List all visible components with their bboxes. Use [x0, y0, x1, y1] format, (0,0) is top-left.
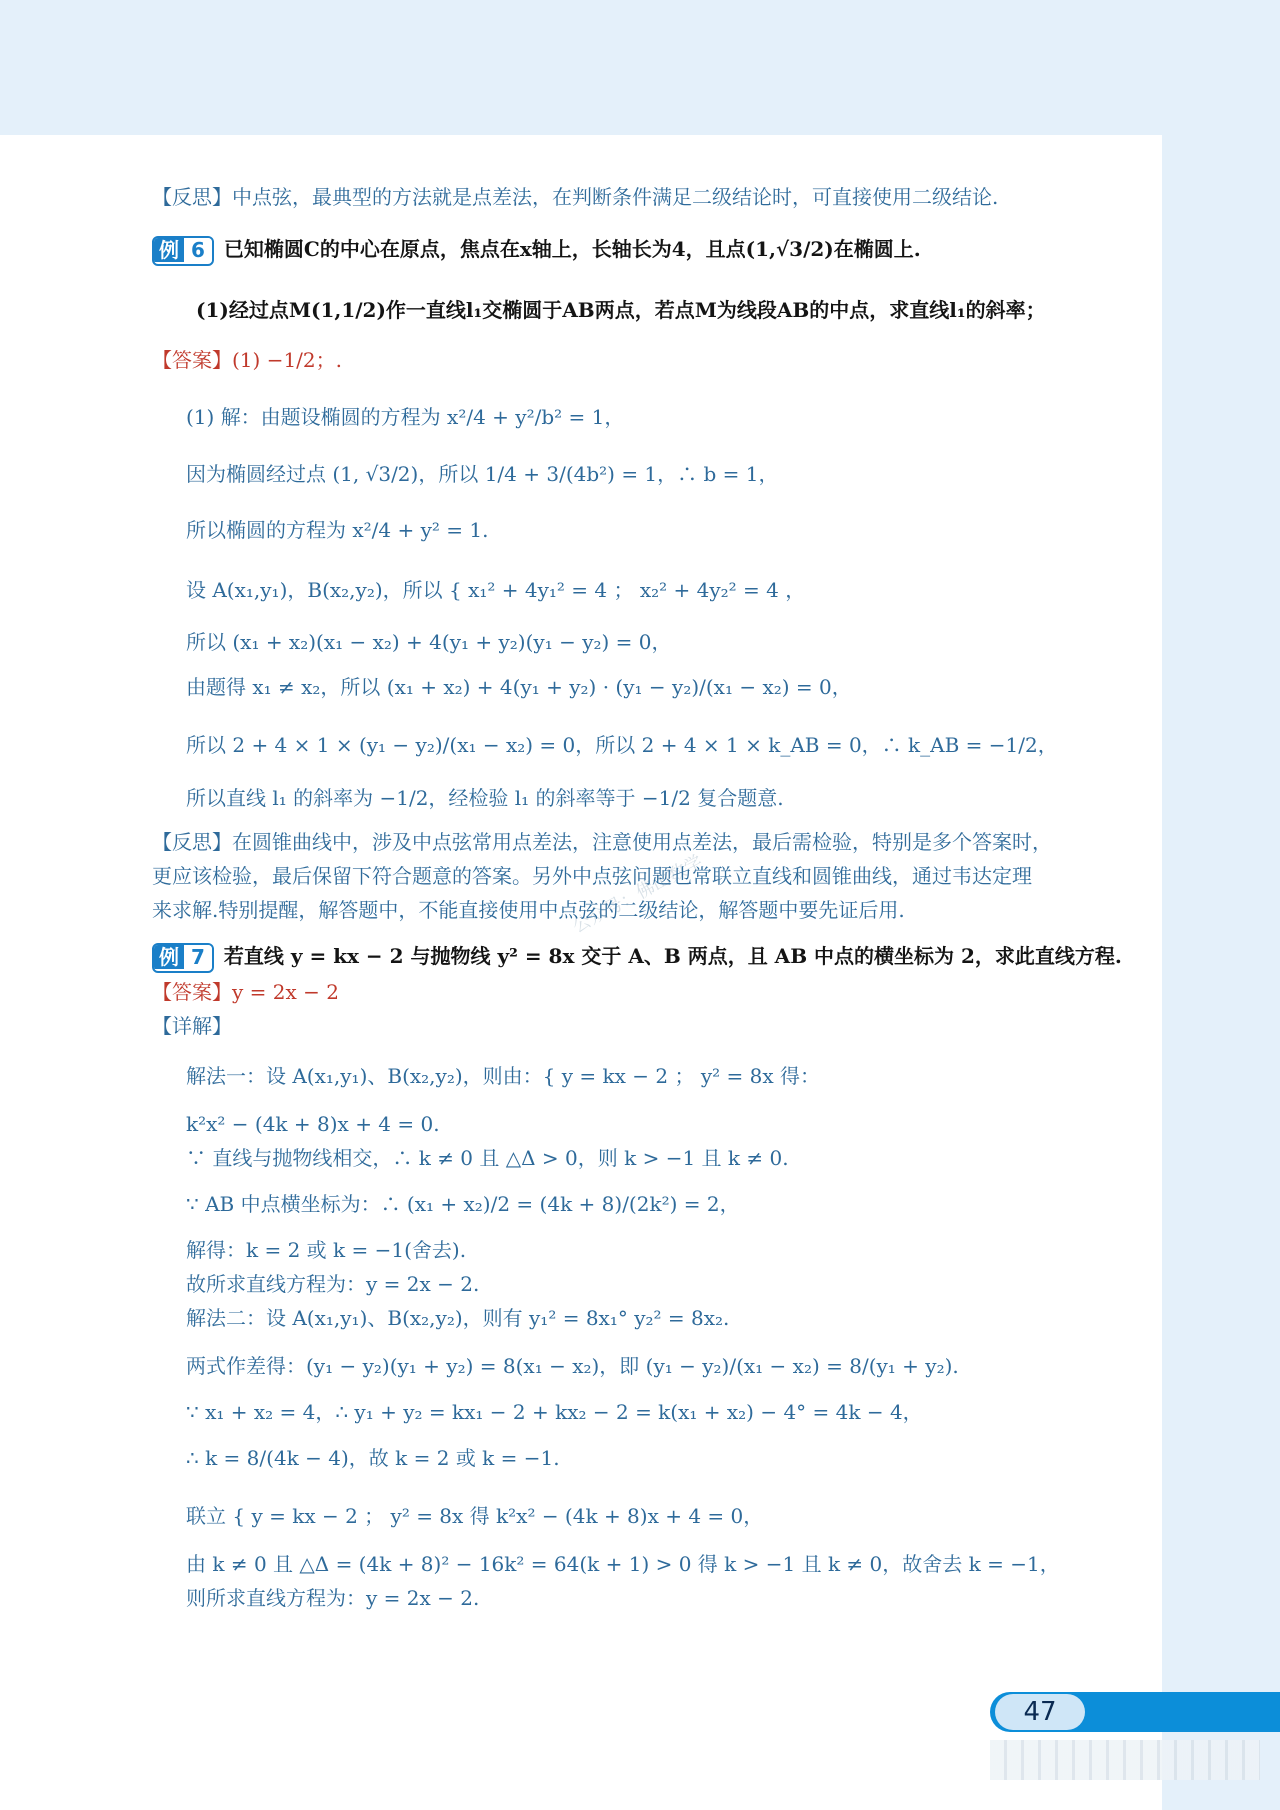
- ex6-step-6: 由题得 x₁ ≠ x₂，所以 (x₁ + x₂) + 4(y₁ + y₂) · (y₁ − y₂)/(x₁ − x₂) = 0，: [186, 675, 852, 699]
- example-number: 7: [184, 945, 212, 969]
- ex6-step-7: 所以 2 + 4 × 1 × (y₁ − y₂)/(x₁ − x₂) = 0，所以 2 + 4 × 1 × k_AB = 0，∴ k_AB = −1/2，: [186, 733, 1058, 757]
- answer-tag: 【答案】: [152, 980, 232, 1004]
- ex7-step-5: 解得：k = 2 或 k = −1(舍去).: [186, 1238, 467, 1262]
- reflection-1: 【反思】中点弦，最典型的方法就是点差法，在判断条件满足二级结论时，可直接使用二级结论.: [152, 185, 999, 209]
- example-6-part-1: (1)经过点M(1,1/2)作一直线l₁交椭圆于AB两点，若点M为线段AB的中点，求直线l₁的斜率；: [196, 298, 1046, 322]
- example-6-question: 已知椭圆C的中心在原点，焦点在x轴上，长轴长为4，且点(1,√3/2)在椭圆上.: [223, 237, 921, 261]
- ex6-step-8: 所以直线 l₁ 的斜率为 −1/2，经检验 l₁ 的斜率等于 −1/2 复合题意.: [186, 786, 784, 810]
- ex6-step-2: 因为椭圆经过点 (1, √3/2)，所以 1/4 + 3/(4b²) = 1，∴ b = 1，: [186, 462, 779, 486]
- example-7-detail-tag: 【详解】: [152, 1014, 232, 1038]
- answer-tag: 【答案】: [152, 348, 232, 372]
- watermark: 公众号：佛山数学: [569, 851, 707, 938]
- ex7-step-2: k²x² − (4k + 8)x + 4 = 0.: [186, 1112, 440, 1136]
- example-7-badge: [152, 943, 214, 973]
- example-6-answer: (1) −1/2；.: [232, 348, 342, 372]
- reflection-2-line-2: 更应该检验，最后保留下符合题意的答案。另外中点弦问题也常联立直线和圆锥曲线，通过韦达定理: [152, 864, 1032, 888]
- example-label: 例: [154, 945, 184, 969]
- ex7-step-4: ∵ AB 中点横坐标为：∴ (x₁ + x₂)/2 = (4k + 8)/(2k²) = 2，: [186, 1192, 740, 1216]
- reflection-2-line-1: 【反思】在圆锥曲线中，涉及中点弦常用点差法，注意使用点差法，最后需检验，特别是多个答案时，: [152, 830, 1052, 854]
- ex7-step-7: 解法二：设 A(x₁,y₁)、B(x₂,y₂)，则有 y₁² = 8x₁° y₂² = 8x₂.: [186, 1306, 730, 1330]
- example-6-question-line: [152, 235, 921, 266]
- ex7-step-8: 两式作差得：(y₁ − y₂)(y₁ + y₂) = 8(x₁ − x₂)，即 (y₁ − y₂)/(x₁ − x₂) = 8/(y₁ + y₂).: [186, 1354, 959, 1378]
- example-7-question-line: [152, 942, 1122, 973]
- example-label: 例: [154, 238, 184, 262]
- reflection-2-line-3: 来求解.特别提醒，解答题中，不能直接使用中点弦的二级结论，解答题中要先证后用.: [152, 898, 905, 922]
- ex7-step-6: 故所求直线方程为：y = 2x − 2.: [186, 1272, 480, 1296]
- example-7-answer-line: [152, 978, 339, 1006]
- ex7-step-9: ∵ x₁ + x₂ = 4，∴ y₁ + y₂ = kx₁ − 2 + kx₂ − 2 = k(x₁ + x₂) − 4° = 4k − 4，: [186, 1400, 923, 1424]
- ex6-step-5: 所以 (x₁ + x₂)(x₁ − x₂) + 4(y₁ + y₂)(y₁ − y₂) = 0，: [186, 630, 672, 654]
- ex7-step-3: ∵ 直线与抛物线相交，∴ k ≠ 0 且 △Δ > 0，则 k > −1 且 k ≠ 0.: [186, 1146, 789, 1170]
- example-6-badge: [152, 236, 214, 266]
- ex7-step-11: 联立 { y = kx − 2 ； y² = 8x 得 k²x² − (4k + 8)x + 4 = 0，: [186, 1504, 764, 1528]
- page-number: 47: [995, 1694, 1085, 1730]
- ex7-step-13: 则所求直线方程为：y = 2x − 2.: [186, 1586, 480, 1610]
- ex7-step-10: ∴ k = 8/(4k − 4)，故 k = 2 或 k = −1.: [186, 1446, 560, 1470]
- ex6-step-3: 所以椭圆的方程为 x²/4 + y² = 1.: [186, 518, 489, 542]
- example-7-question: 若直线 y = kx − 2 与抛物线 y² = 8x 交于 A、B 两点，且 AB 中点的横坐标为 2，求此直线方程.: [223, 944, 1122, 968]
- ex6-step-1: (1) 解：由题设椭圆的方程为 x²/4 + y²/b² = 1，: [186, 405, 625, 429]
- example-6-answer-line: [152, 346, 342, 374]
- top-background-band: [0, 0, 1280, 135]
- example-number: 6: [184, 238, 212, 262]
- right-background-band: [1162, 0, 1280, 1810]
- ex7-step-1: 解法一：设 A(x₁,y₁)、B(x₂,y₂)，则由：{ y = kx − 2 ； y² = 8x 得：: [186, 1064, 820, 1088]
- example-7-answer: y = 2x − 2: [232, 980, 339, 1004]
- ex6-step-4: 设 A(x₁,y₁)，B(x₂,y₂)，所以 { x₁² + 4y₁² = 4 ； x₂² + 4y₂² = 4 ，: [186, 578, 806, 602]
- ex7-step-12: 由 k ≠ 0 且 △Δ = (4k + 8)² − 16k² = 64(k + 1) > 0 得 k > −1 且 k ≠ 0，故舍去 k = −1，: [186, 1552, 1060, 1576]
- bottom-decoration-band: [990, 1740, 1260, 1780]
